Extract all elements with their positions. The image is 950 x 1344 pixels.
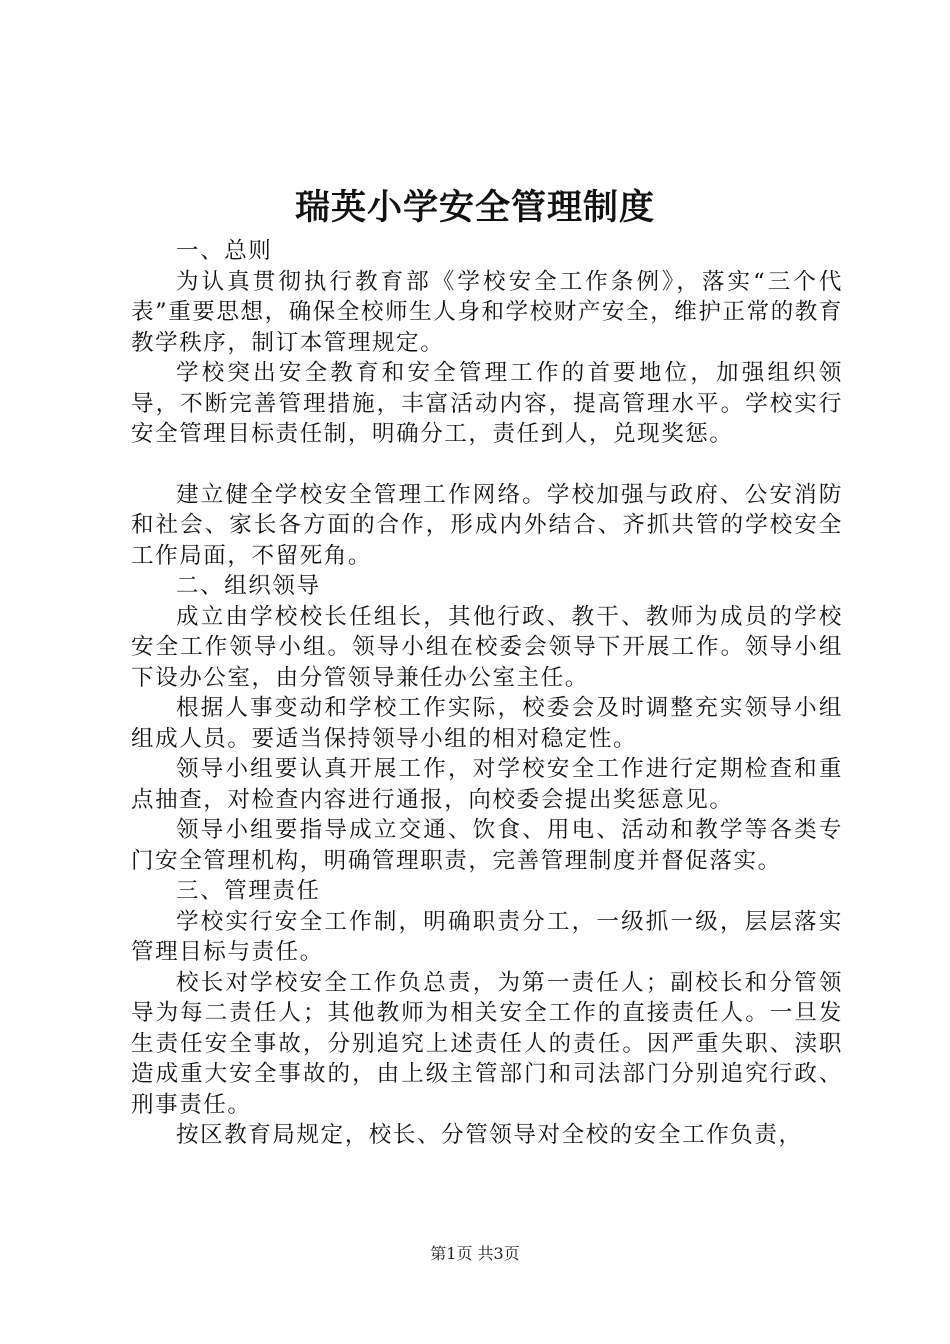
section-heading-organization: 二、组织领导: [176, 573, 321, 599]
paragraph: 学校突出安全教育和安全管理工作的首要地位，加强组织领导，不断完善管理措施，丰富活动内容，提高管理水平。学校实行安全管理目标责任制，明确分工，责任到人，兑现奖惩。: [131, 360, 843, 447]
section-heading-general: 一、总则: [176, 238, 273, 264]
paragraph: 为认真贯彻执行教育部《学校安全工作条例》，落实“三个代表”重要思想，确保全校师生人身和学校财产安全，维护正常的教育教学秩序，制订本管理规定。: [131, 268, 844, 356]
paragraph: 领导小组要指导成立交通、饮食、用电、活动和教学等各类专门安全管理机构，明确管理职责，完善管理制度并督促落实。: [131, 817, 843, 874]
section-heading-responsibility: 三、管理责任: [176, 878, 321, 904]
paragraph: 学校实行安全工作制，明确职责分工，一级抓一级，层层落实管理目标与责任。: [131, 908, 843, 965]
document-body: [131, 236, 843, 1151]
document-title: 瑞英小学安全管理制度: [294, 187, 655, 228]
paragraph: 按区教育局规定，校长、分管领导对全校的安全工作负责，: [176, 1122, 803, 1148]
paragraph: 领导小组要认真开展工作，对学校安全工作进行定期检查和重点抽查，对检查内容进行通报，向校委会提出奖惩意见。: [131, 756, 843, 813]
page-number-footer: 第1页 共3页: [430, 1244, 520, 1263]
paragraph: 成立由学校校长任组长，其他行政、教干、教师为成员的学校安全工作领导小组。领导小组在校委会领导下开展工作。领导小组下设办公室，由分管领导兼任办公室主任。: [131, 603, 843, 691]
paragraph: 建立健全学校安全管理工作网络。学校加强与政府、公安消防和社会、家长各方面的合作，形成内外结合、齐抓共管的学校安全工作局面，不留死角。: [131, 481, 843, 569]
paragraph: 校长对学校安全工作负总责，为第一责任人；副校长和分管领导为每二责任人；其他教师为相关安全工作的直接责任人。一旦发生责任安全事故，分别追究上述责任人的责任。因严重失职、渎职造成重大安全事故的，由上级主管部门和司法部门分别追究行政、刑事责任。: [131, 969, 843, 1118]
paragraph: 根据人事变动和学校工作实际，校委会及时调整充实领导小组组成人员。要适当保持领导小组的相对稳定性。: [131, 695, 843, 752]
